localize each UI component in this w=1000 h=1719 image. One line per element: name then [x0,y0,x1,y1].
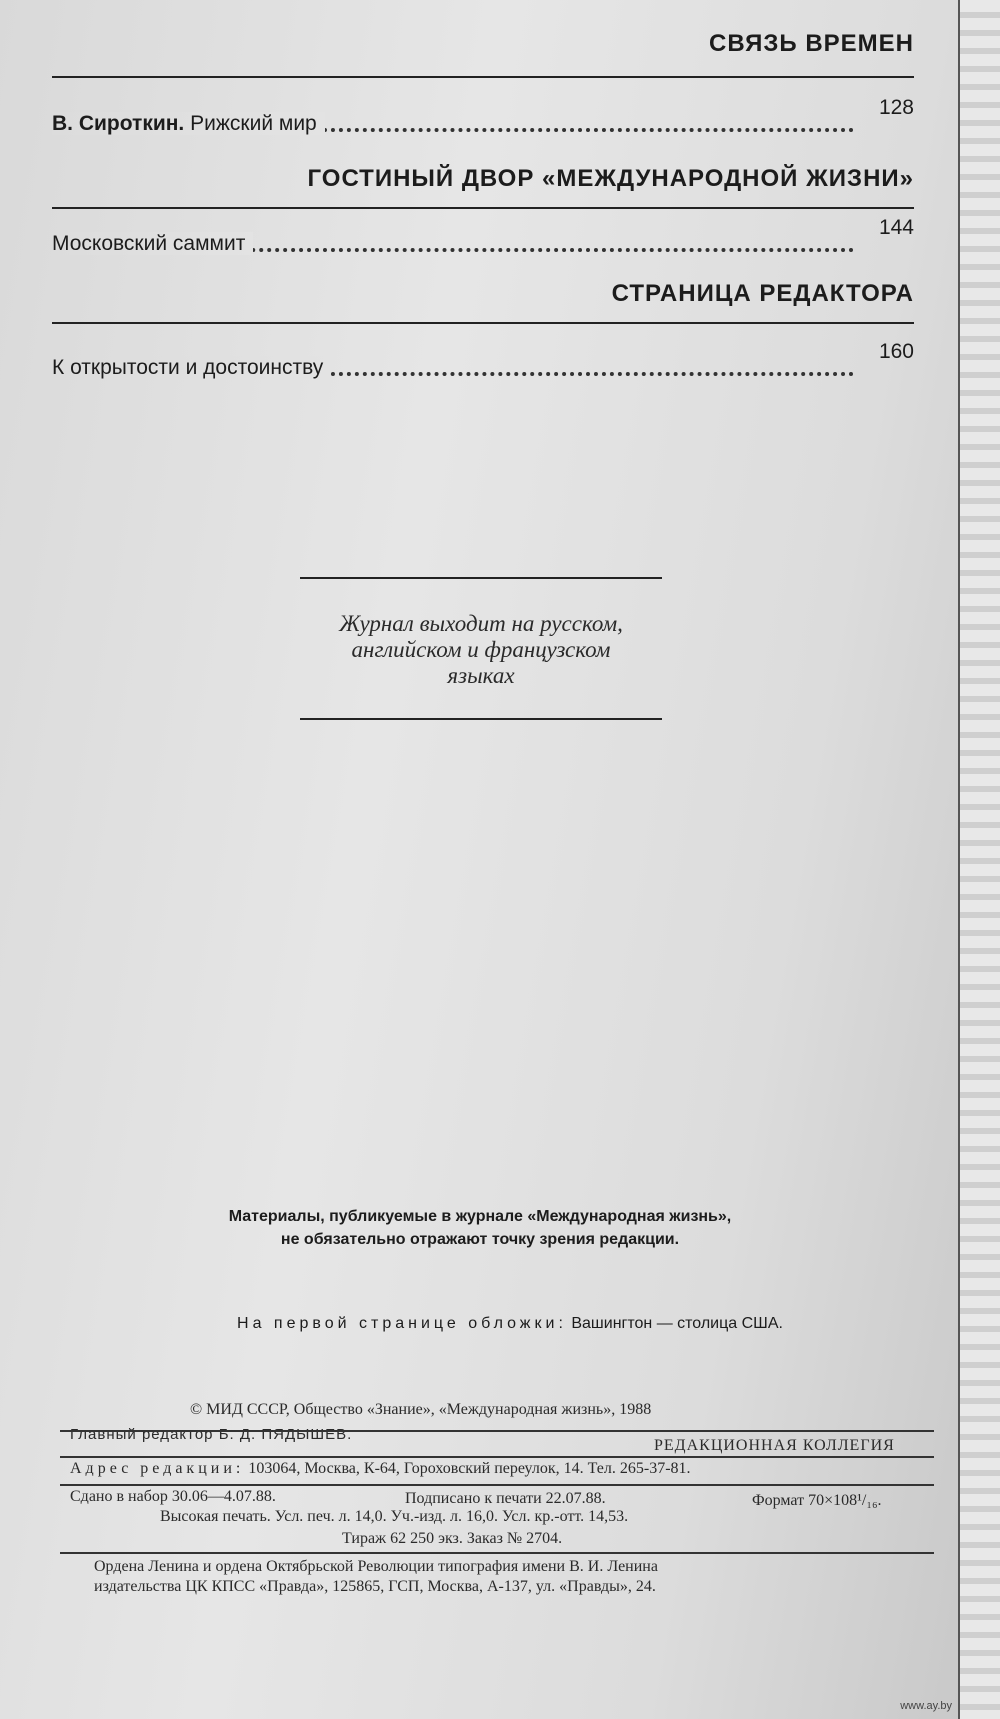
language-note-line: Журнал выходит на русском, [339,611,623,636]
cover-text: Вашингтон — столица США. [571,1315,783,1332]
toc-entry [52,96,914,136]
section-heading: СВЯЗЬ ВРЕМЕН [709,30,914,57]
section-rule [52,207,914,209]
cover-caption [150,1315,870,1333]
toc-author: В. Сироткин. [52,112,185,135]
note-top-rule [300,577,662,579]
section-heading: ГОСТИНЫЙ ДВОР «МЕЖДУНАРОДНОЙ ЖИЗНИ» [307,165,914,192]
address-text: 103064, Москва, К-64, Гороховский переулок, 14. Тел. 265-37-81. [248,1460,691,1477]
section-rule [52,322,914,324]
print-info: Высокая печать. Усл. печ. л. 14,0. Уч.-изд. л. 16,0. Усл. кр.-отт. 14,53. [160,1508,629,1525]
toc-page-number: 144 [878,216,914,239]
signed-date: Подписано к печати 22.07.88. [405,1490,606,1507]
language-note-line: языках [447,663,515,688]
toc-entry [52,340,914,380]
chief-editor: Главный редактор Б. Д. ПЯДЫШЕВ. [70,1426,353,1443]
language-note-line: английском и французском [351,637,611,662]
disclaimer-line: не обязательно отражают точку зрения редакции. [280,1231,680,1248]
address-label: Адрес редакции: [70,1460,245,1477]
imprint-rule [60,1484,934,1486]
toc-title: Московский саммит [52,232,253,255]
circulation-info: Тираж 62 250 экз. Заказ № 2704. [342,1530,563,1547]
cover-label: На первой странице обложки: [237,1315,567,1332]
editorial-board: РЕДАКЦИОННАЯ КОЛЛЕГИЯ [654,1437,895,1454]
toc-page-number: 160 [878,340,914,363]
copyright-line: © МИД СССР, Общество «Знание», «Международная жизнь», 1988 [190,1401,652,1418]
note-bottom-rule [300,718,662,720]
imprint-rule [60,1430,934,1432]
toc-title: К открытости и достоинству [52,356,331,379]
language-note [300,611,662,689]
imprint-rule [60,1456,934,1458]
address-line [70,1460,691,1478]
editorial-disclaimer [140,1205,820,1251]
adjacent-page-edge [958,0,1000,1719]
printer-line: Ордена Ленина и ордена Октябрьской Революции типография имени В. И. Ленина [94,1558,658,1575]
format-info: Формат 70×108¹/₁₆. [752,1492,882,1509]
section-rule [52,76,914,78]
toc-entry [52,216,914,256]
printer-line: издательства ЦК КПСС «Правда», 125865, ГСП, Москва, А-137, ул. «Правды», 24. [94,1578,656,1595]
section-heading: СТРАНИЦА РЕДАКТОРА [611,280,914,307]
imprint-rule [60,1552,934,1554]
disclaimer-line: Материалы, публикуемые в журнале «Международная жизнь», [228,1208,732,1225]
toc-page-number: 128 [878,96,914,119]
toc-title: Рижский мир [190,112,317,135]
submitted-date: Сдано в набор 30.06—4.07.88. [70,1488,276,1505]
watermark: www.ay.by [900,1700,952,1712]
